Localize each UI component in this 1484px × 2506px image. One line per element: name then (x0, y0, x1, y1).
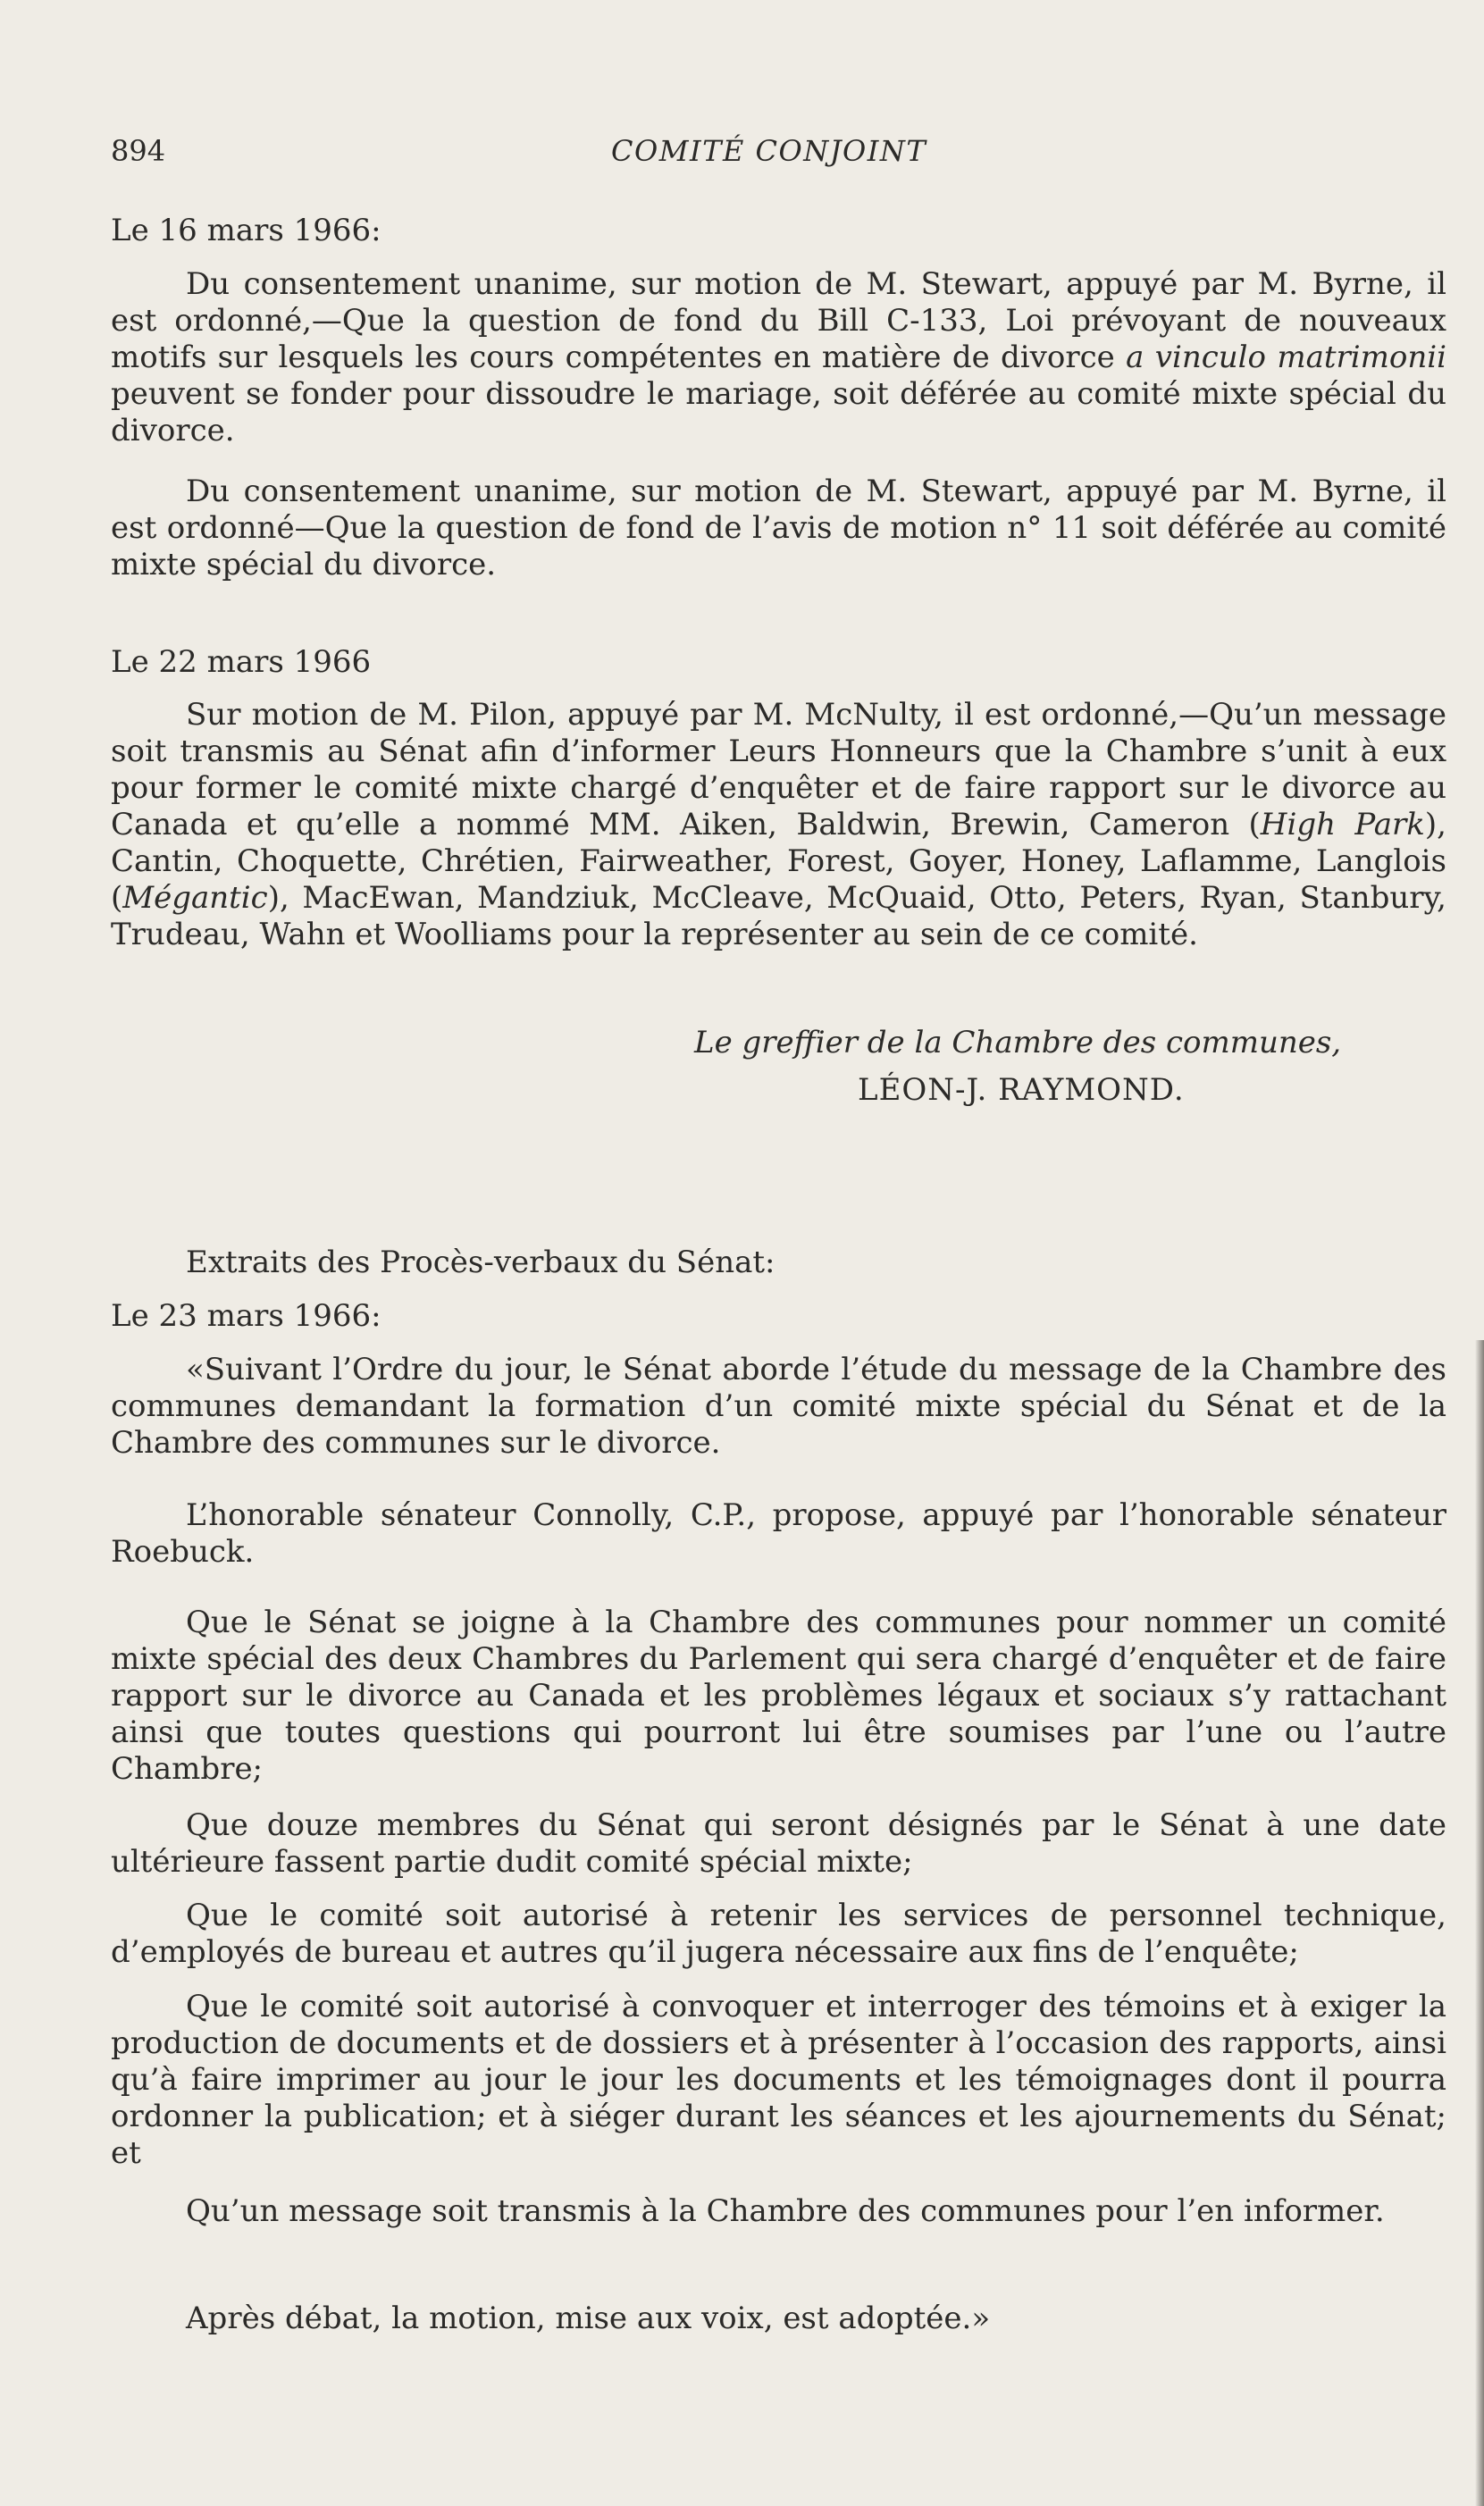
paragraph-avis-motion: Du consentement unanime, sur motion de M. Stewart, appuyé par M. Byrne, il est ordonné—Que la question de fond de l’avis de motion n° 11 soit déférée au comité mixte spécial du divorce. (111, 474, 1446, 582)
paragraph-text: ), Cantin, Choquette, Chrétien, Fairweather, Forest, Goyer, Honey, Laflamme, Langlois ( (111, 807, 1446, 916)
date-16-mars: Le 16 mars 1966: (111, 213, 381, 248)
senate-paragraph: Qu’un message soit transmis à la Chambre des communes pour l’en informer. (186, 2193, 1385, 2229)
senate-paragraph: Que le Sénat se joigne à la Chambre des communes pour nommer un comité mixte spécial des deux Chambres du Parlement qui sera chargé d’enquêter et de faire rapport sur le divorce au Canada et les problèmes légaux et sociaux s’y rattachant ainsi que toutes questions qui pourront lui être soumises par l’une ou l’autre Chambre; (111, 1605, 1446, 1787)
paragraph-text: Sur motion de M. Pilon, appuyé par M. McNulty, il est ordonné,—Qu’un message soit transmis au Sénat afin d’informer Leurs Honneurs que la Chambre s’unit à eux pour former le comité mixte chargé d’enquêter et de faire rapport sur le divorce au Canada et qu’elle a nommé MM. Aiken, Baldwin, Brewin, Cameron ( (111, 697, 1446, 842)
paragraph-bill-c133 (111, 266, 1446, 449)
senate-paragraph: Que le comité soit autorisé à retenir les services de personnel technique, d’employés de bureau et autres qu’il jugera nécessaire aux fins de l’enquête; (111, 1898, 1446, 1970)
senate-paragraph: Que douze membres du Sénat qui seront désignés par le Sénat à une date ultérieure fassent partie dudit comité spécial mixte; (111, 1807, 1446, 1880)
page-number: 894 (111, 134, 166, 168)
page-header (111, 134, 1451, 170)
paragraph-text: Du consentement unanime, sur motion de M. Stewart, appuyé par M. Byrne, il est ordonné,—Que la question de fond du Bill C-133, Loi prévoyant de nouveaux motifs sur lesquels les cours compétentes en matière de divorce (111, 266, 1446, 375)
paragraph-motion-pilon (111, 697, 1446, 953)
senate-paragraph: Après débat, la motion, mise aux voix, est adoptée.» (186, 2301, 991, 2336)
paragraph-text: ), MacEwan, Mandziuk, McCleave, McQuaid, Otto, Peters, Ryan, Stanbury, Trudeau, Wahn et Woolliams pour la représenter au sein de ce comité. (111, 880, 1446, 952)
page-edge-shadow (1475, 1340, 1484, 2506)
senate-paragraph: L’honorable sénateur Connolly, C.P., propose, appuyé par l’honorable sénateur Roebuck. (111, 1497, 1446, 1570)
signature-title: Le greffier de la Chambre des communes, (694, 1025, 1342, 1060)
senate-paragraph: «Suivant l’Ordre du jour, le Sénat aborde l’étude du message de la Chambre des communes demandant la formation d’un comité mixte spécial du Sénat et de la Chambre des communes sur le divorce. (111, 1352, 1446, 1461)
date-22-mars: Le 22 mars 1966 (111, 644, 372, 680)
riding-name: Mégantic (122, 880, 268, 916)
senate-paragraph: Que le comité soit autorisé à convoquer et interroger des témoins et à exiger la production de documents et de dossiers et à présenter à l’occasion des rapports, ainsi qu’à faire imprimer au jour le jour les documents et les témoignages dont il pourra ordonner la publication; et à siéger durant les séances et les ajournements du Sénat; et (111, 1989, 1446, 2171)
riding-name: High Park (1260, 807, 1425, 842)
paragraph-text: peuvent se fonder pour dissoudre le mariage, soit déférée au comité mixte spécial du divorce. (111, 376, 1446, 448)
latin-phrase: a vinculo matrimonii (1126, 339, 1446, 375)
date-23-mars: Le 23 mars 1966: (111, 1298, 381, 1334)
running-title: COMITÉ CONJOINT (611, 134, 927, 168)
senate-extracts-heading: Extraits des Procès-verbaux du Sénat: (186, 1245, 776, 1280)
signature-name: LÉON-J. RAYMOND. (858, 1072, 1185, 1108)
